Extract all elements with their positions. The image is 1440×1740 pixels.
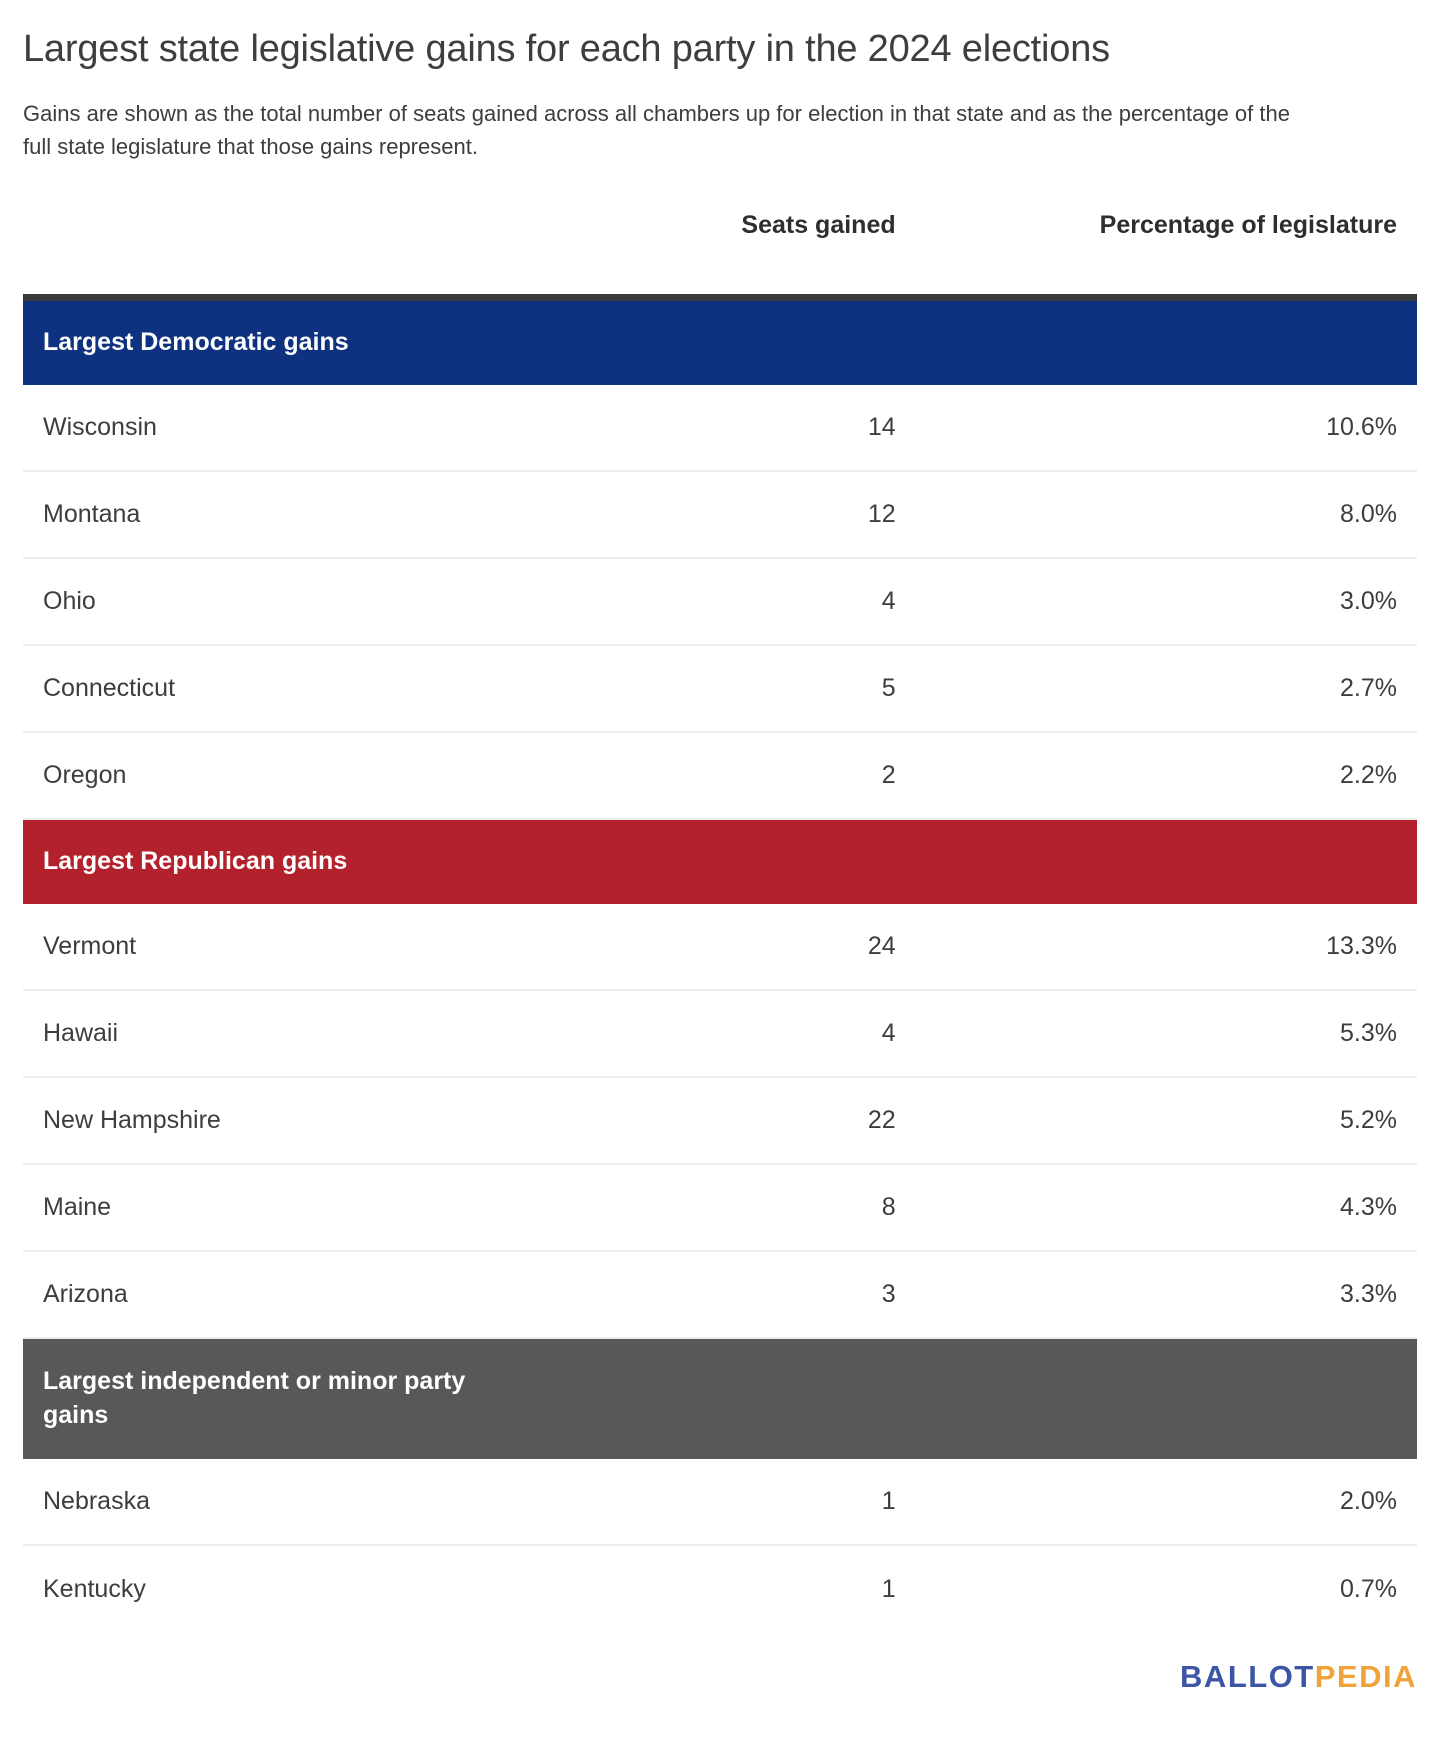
- state-name: Wisconsin: [43, 413, 157, 441]
- table-row: [23, 559, 1417, 646]
- percentage-value: 2.2%: [1339, 761, 1397, 789]
- page-subtitle: Gains are shown as the total number of seats gained across all chambers up for election in that state and as the percentage of the full state legislature that those gains represent.: [23, 101, 1290, 159]
- state-name: Hawaii: [43, 1019, 119, 1047]
- seats-gained-value: 8: [881, 1193, 896, 1221]
- seats-gained-value: 2: [881, 761, 896, 789]
- column-header-row: [23, 211, 1417, 240]
- table-row: [23, 733, 1417, 820]
- seats-gained-value: 5: [881, 674, 896, 702]
- section-header-independent: [23, 1339, 1417, 1459]
- state-name: Nebraska: [43, 1487, 150, 1515]
- section-header-democratic: [23, 301, 1417, 385]
- percentage-value: 5.3%: [1339, 1019, 1397, 1047]
- state-name: Kentucky: [43, 1575, 146, 1603]
- seats-gained-value: 4: [881, 587, 896, 615]
- table-row: [23, 1165, 1417, 1252]
- state-name: Ohio: [43, 587, 96, 615]
- percentage-value: 8.0%: [1339, 500, 1397, 528]
- table-row: [23, 1252, 1417, 1339]
- gains-table: [23, 294, 1417, 1633]
- state-name: Montana: [43, 500, 141, 528]
- section-label: Largest independent or minor party gains: [43, 1367, 466, 1429]
- state-name: Connecticut: [43, 674, 176, 702]
- column-header-seats: Seats gained: [741, 211, 896, 239]
- percentage-value: 3.3%: [1339, 1280, 1397, 1308]
- state-name: Vermont: [43, 932, 137, 960]
- table-row: [23, 904, 1417, 991]
- state-name: New Hampshire: [43, 1106, 221, 1134]
- table-row: [23, 472, 1417, 559]
- table-row: [23, 646, 1417, 733]
- seats-gained-value: 3: [881, 1280, 896, 1308]
- percentage-value: 5.2%: [1339, 1106, 1397, 1134]
- page-title: Largest state legislative gains for each party in the 2024 elections: [23, 28, 1110, 70]
- table-row: [23, 1546, 1417, 1633]
- logo-text-ballot: BALLOT: [1180, 1659, 1315, 1694]
- seats-gained-value: 22: [867, 1106, 896, 1134]
- state-name: Oregon: [43, 761, 127, 789]
- seats-gained-value: 24: [867, 932, 896, 960]
- state-name: Maine: [43, 1193, 112, 1221]
- seats-gained-value: 4: [881, 1019, 896, 1047]
- percentage-value: 2.0%: [1339, 1487, 1397, 1515]
- table-row: [23, 991, 1417, 1078]
- table-row: [23, 1459, 1417, 1546]
- percentage-value: 4.3%: [1339, 1193, 1397, 1221]
- seats-gained-value: 1: [881, 1575, 896, 1603]
- percentage-value: 0.7%: [1339, 1575, 1397, 1603]
- percentage-value: 3.0%: [1339, 587, 1397, 615]
- state-name: Arizona: [43, 1280, 128, 1308]
- table-row: [23, 1078, 1417, 1165]
- percentage-value: 2.7%: [1339, 674, 1397, 702]
- section-label: Largest Republican gains: [43, 847, 348, 876]
- column-header-percentage: Percentage of legislature: [1099, 211, 1397, 239]
- footer: [23, 1659, 1417, 1695]
- section-header-republican: [23, 820, 1417, 904]
- percentage-value: 10.6%: [1326, 413, 1397, 441]
- section-label: Largest Democratic gains: [43, 328, 349, 357]
- logo-text-pedia: PEDIA: [1314, 1659, 1417, 1694]
- seats-gained-value: 1: [881, 1487, 896, 1515]
- seats-gained-value: 12: [867, 500, 896, 528]
- seats-gained-value: 14: [867, 413, 896, 441]
- table-row: [23, 385, 1417, 472]
- ballotpedia-logo: [1180, 1659, 1417, 1695]
- percentage-value: 13.3%: [1326, 932, 1397, 960]
